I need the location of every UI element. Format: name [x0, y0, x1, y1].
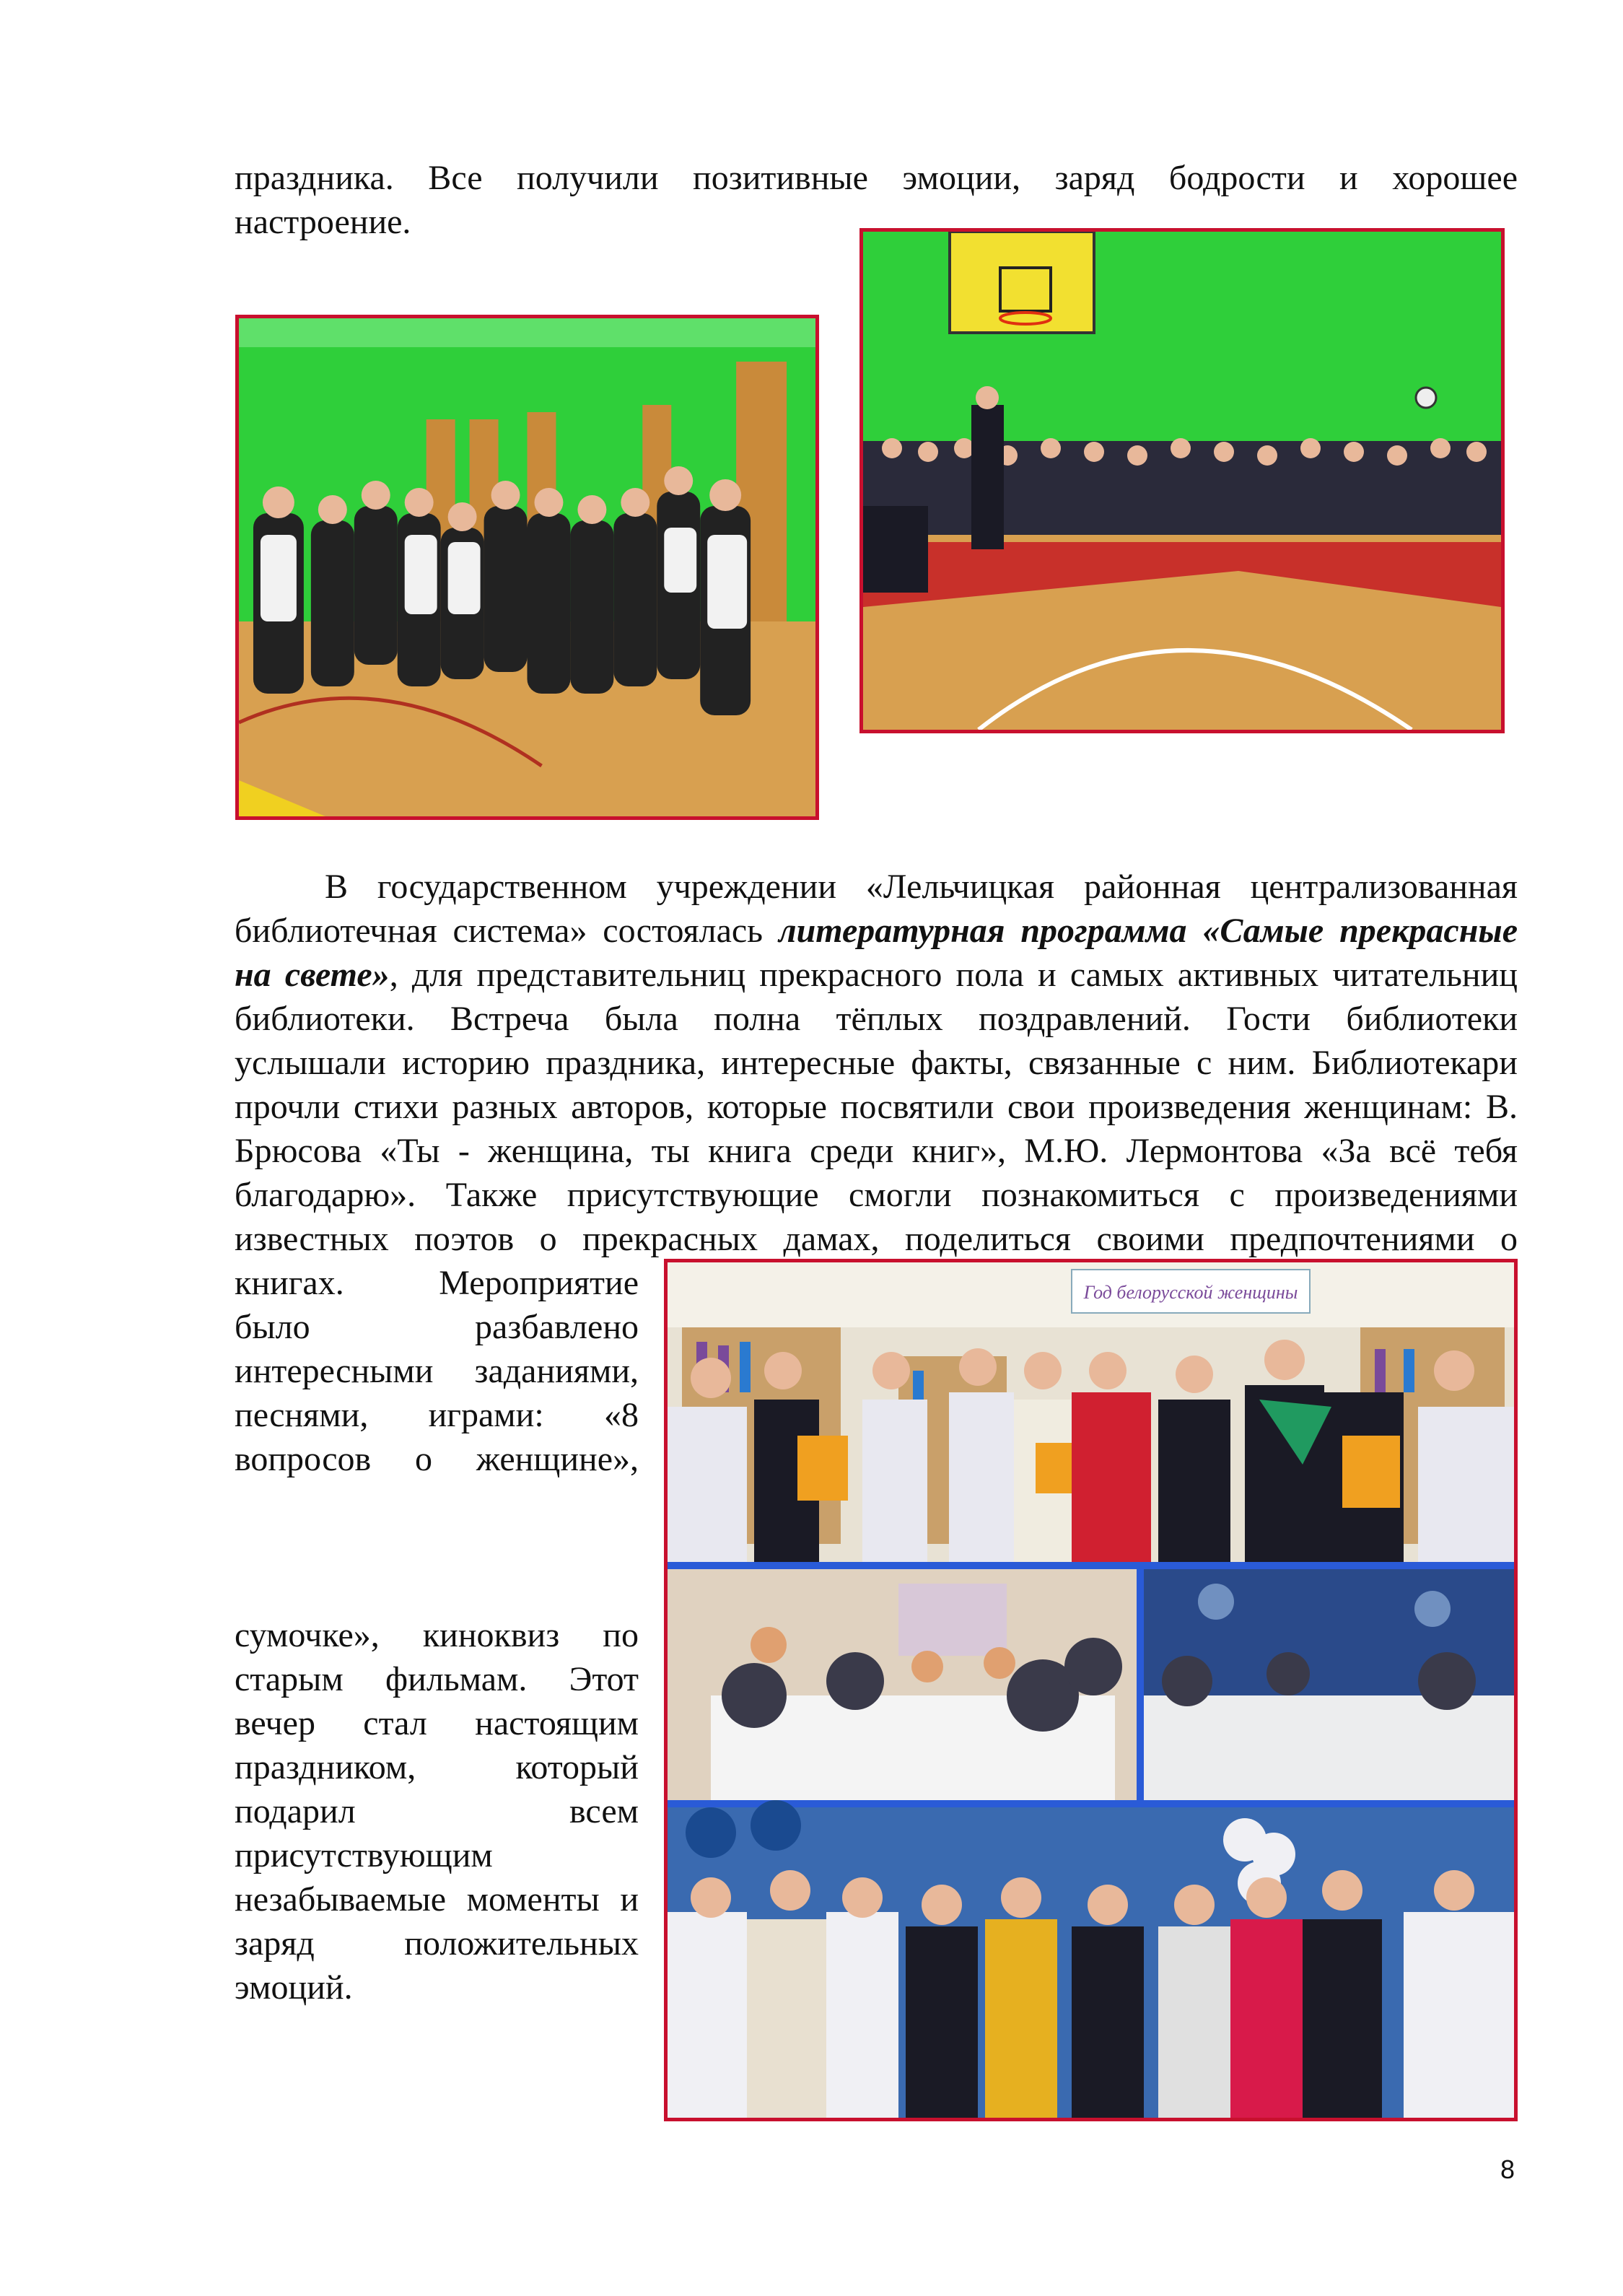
text-line: благодарю». Также присутствующие смогли познакомиться с произведениями [235, 1176, 1518, 1214]
text-line [235, 909, 1518, 953]
side-text-lower [235, 1613, 639, 2009]
text-line: подарил всем [235, 1792, 639, 1830]
text-line: вопросов о женщине», [235, 1440, 639, 1478]
text-plain: , для представительниц прекрасного пола и самых активных читательниц [389, 956, 1518, 994]
text-line: присутствующим [235, 1836, 493, 1874]
text-line: заряд положительных [235, 1924, 639, 1963]
side-text-upper [235, 1261, 639, 1481]
text-line: сумочке», киноквиз по [235, 1616, 639, 1654]
text-line: праздником, который [235, 1748, 639, 1786]
photo-gym-group [235, 315, 819, 820]
page-number: 8 [1500, 2155, 1515, 2184]
text-line: Брюсова «Ты - женщина, ты книга среди книг», М.Ю. Лермонтова «За всё тебя [235, 1132, 1518, 1170]
text-line: вечер стал настоящим [235, 1704, 639, 1742]
text-line: эмоций. [235, 1968, 353, 2007]
main-paragraph [235, 865, 1518, 1261]
photo-gym-audience [859, 228, 1505, 733]
text-line: незабываемые моменты и [235, 1880, 639, 1919]
text-line: известных поэтов о прекрасных дамах, поделиться своими предпочтениями о [235, 1220, 1518, 1258]
text-line: было разбавлено [235, 1308, 639, 1346]
text-line: книгах. Мероприятие [235, 1264, 639, 1302]
text-line: старым фильмам. Этот [235, 1660, 639, 1698]
text-line: праздника. Все получили позитивные эмоции, заряд бодрости и хорошее [235, 159, 1518, 197]
text-line: песнями, играми: «8 [235, 1396, 639, 1434]
text-line: настроение. [235, 203, 411, 241]
banner-text: Год белорусской женщины [1083, 1282, 1298, 1303]
text-plain: библиотечная система» состоялась [235, 912, 779, 950]
text-line: интересными заданиями, [235, 1352, 639, 1390]
text-line [235, 953, 1518, 997]
text-line: библиотеки. Встреча была полна тёплых поздравлений. Гости библиотеки [235, 1000, 1518, 1038]
text-emphasis: литературная программа «Самые прекрасные [778, 912, 1518, 950]
text-emphasis: на свете» [235, 956, 390, 994]
text-line: прочли стихи разных авторов, которые посвятили свои произведения женщинам: В. [235, 1088, 1518, 1126]
photo-library-collage [664, 1259, 1518, 2121]
text-line: В государственном учреждении «Лельчицкая районная централизованная [325, 868, 1518, 906]
text-line: услышали историю праздника, интересные факты, связанные с ним. Библиотекари [235, 1044, 1518, 1082]
